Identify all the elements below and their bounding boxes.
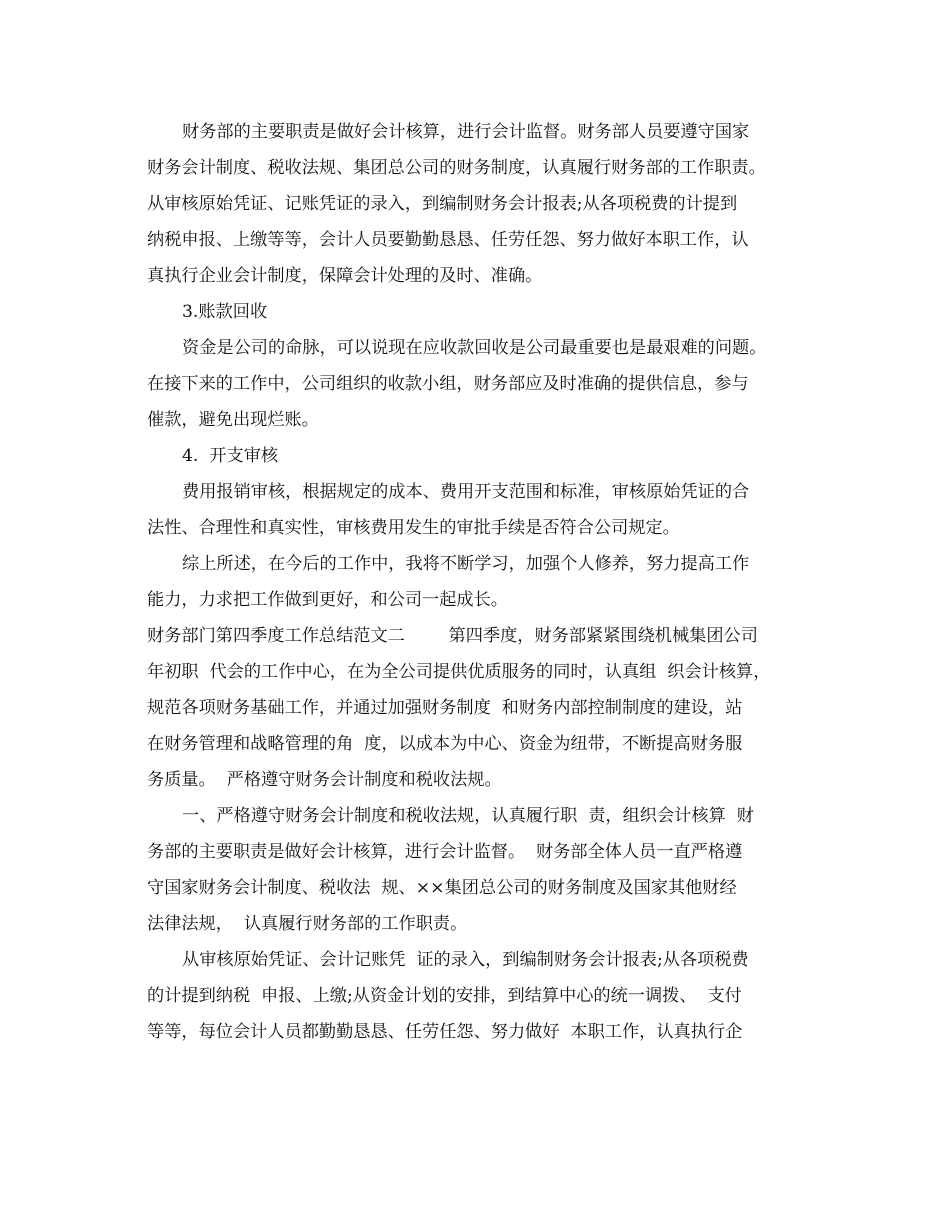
section-heading: 4. 开支审核 bbox=[182, 446, 279, 466]
section-heading: 3.账款回收 bbox=[182, 302, 268, 322]
text-line: 在财务管理和战略管理的角 度，以成本为中心、资金为纽带，不断提高财务服 bbox=[147, 734, 743, 754]
text-line: 年初职 代会的工作中心，在为全公司提供优质服务的同时，认真组 织会计核算， bbox=[147, 662, 771, 682]
text-line: 财务部的主要职责是做好会计核算，进行会计监督。财务部人员要遵守国家 bbox=[182, 122, 750, 142]
text-line: 守国家财务会计制度、税收法 规、××集团总公司的财务制度及国家其他财经 bbox=[147, 878, 737, 898]
text-line: 规范各项财务基础工作，并通过加强财务制度 和财务内部控制制度的建设，站 bbox=[147, 698, 743, 718]
text-line: 费用报销审核，根据规定的成本、费用开支范围和标准，审核原始凭证的合 bbox=[182, 482, 750, 502]
text-line: 财务部门第四季度工作总结范文二 第四季度，财务部紧紧围绕机械集团公司 bbox=[147, 626, 758, 646]
text-line: 财务会计制度、税收法规、集团总公司的财务制度，认真履行财务部的工作职责。 bbox=[147, 158, 766, 178]
text-line: 法律法规， 认真履行财务部的工作职责。 bbox=[147, 914, 468, 934]
text-line: 真执行企业会计制度，保障会计处理的及时、准确。 bbox=[147, 266, 543, 286]
text-line: 催款，避免出现烂账。 bbox=[147, 410, 319, 430]
text-line: 纳税申报、上缴等等，会计人员要勤勤恳恳、任劳任怨、努力做好本职工作，认 bbox=[147, 230, 749, 250]
text-line: 一、严格遵守财务会计制度和税收法规，认真履行职 责，组织会计核算 财 bbox=[182, 806, 754, 826]
text-line: 法性、合理性和真实性，审核费用发生的审批手续是否符合公司规定。 bbox=[147, 518, 680, 538]
text-line: 务部的主要职责是做好会计核算，进行会计监督。 财务部全体人员一直严格遵 bbox=[147, 842, 743, 862]
text-line: 在接下来的工作中，公司组织的收款小组，财务部应及时准确的提供信息，参与 bbox=[147, 374, 749, 394]
text-line: 等等，每位会计人员都勤勤恳恳、任劳任怨、努力做好 本职工作，认真执行企 bbox=[147, 1022, 743, 1042]
text-line: 从审核原始凭证、会计记账凭 证的录入，到编制财务会计报表;从各项税费 bbox=[182, 950, 749, 970]
text-line: 的计提到纳税 申报、上缴;从资金计划的安排，到结算中心的统一调拨、 支付 bbox=[147, 986, 742, 1006]
text-line: 能力，力求把工作做到更好，和公司一起成长。 bbox=[147, 590, 508, 610]
text-line: 综上所述，在今后的工作中，我将不断学习，加强个人修养，努力提高工作 bbox=[182, 554, 750, 574]
text-line: 从审核原始凭证、记账凭证的录入，到编制财务会计报表;从各项税费的计提到 bbox=[147, 194, 738, 214]
text-line: 务质量。 严格遵守财务会计制度和税收法规。 bbox=[147, 770, 502, 790]
text-line: 资金是公司的命脉，可以说现在应收款回收是公司最重要也是最艰难的问题。 bbox=[182, 338, 767, 358]
